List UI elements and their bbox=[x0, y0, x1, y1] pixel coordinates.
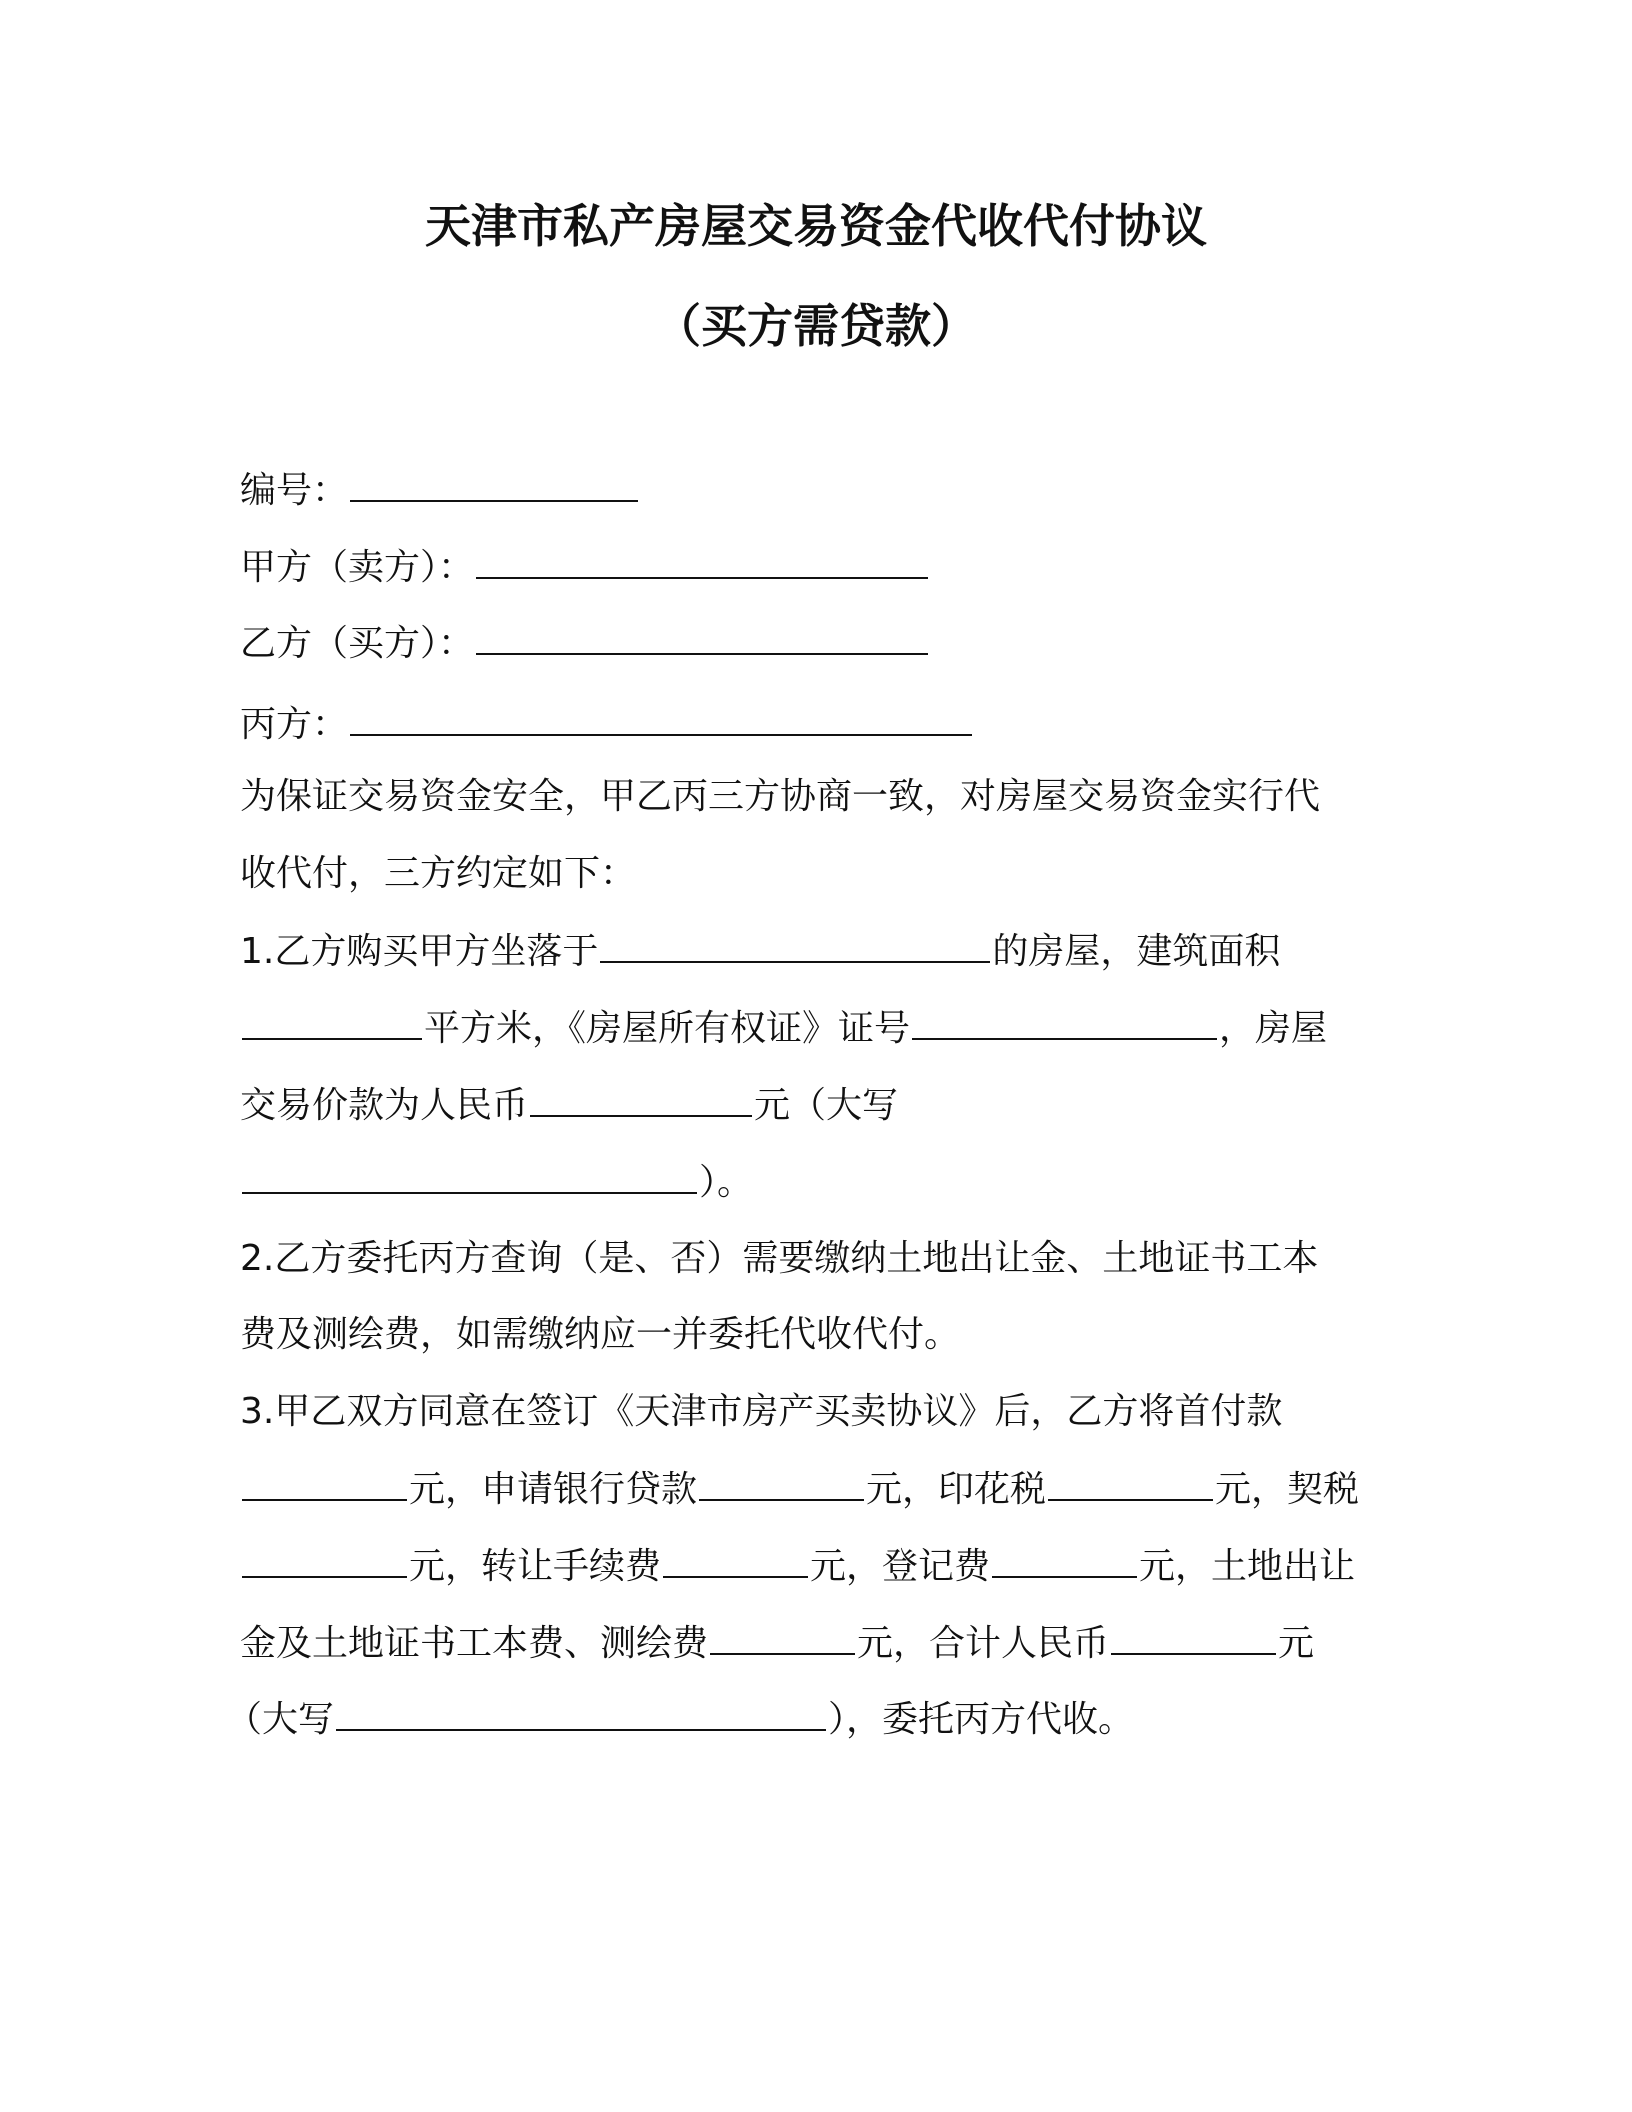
party-b-label: 乙方（买方）： bbox=[240, 623, 475, 664]
clause-3-line-2 bbox=[240, 1465, 1359, 1513]
party-c-blank bbox=[350, 700, 972, 736]
clause-3-text-c1: 金及土地证书工本费、测绘费 bbox=[240, 1623, 709, 1664]
party-b-blank bbox=[476, 619, 928, 655]
party-a-label: 甲方（卖方）： bbox=[240, 547, 475, 588]
clause-1-text-g: ）。 bbox=[699, 1162, 754, 1203]
clause-1-line-1 bbox=[240, 927, 1280, 975]
price-capital-blank bbox=[242, 1158, 697, 1194]
clause-3-text-c2: 元，合计人民币 bbox=[857, 1623, 1110, 1664]
total-blank bbox=[1111, 1619, 1276, 1655]
field-party-c bbox=[240, 700, 974, 748]
clause-1-text-e: 交易价款为人民币 bbox=[240, 1085, 529, 1126]
field-party-b bbox=[240, 619, 930, 667]
clause-3-text-b1: 元，转让手续费 bbox=[409, 1546, 662, 1587]
intro-line-1: 为保证交易资金安全，甲乙丙三方协商一致，对房屋交易资金实行代 bbox=[240, 776, 1321, 817]
land-fee-blank bbox=[710, 1619, 855, 1655]
clause-3-line-4 bbox=[240, 1619, 1314, 1667]
clause-1-text-a: 1.乙方购买甲方坐落于 bbox=[240, 931, 599, 972]
clause-1-line-2 bbox=[240, 1004, 1327, 1052]
clause-1-text-d: ，房屋 bbox=[1219, 1008, 1328, 1049]
document-title: 天津市私产房屋交易资金代收代付协议 bbox=[425, 199, 1207, 253]
document-subtitle: （买方需贷款） bbox=[655, 299, 977, 353]
down-payment-blank bbox=[242, 1465, 407, 1501]
clause-3-text-a3: 元，契税 bbox=[1215, 1469, 1360, 1510]
clause-2-line-1: 2.乙方委托丙方查询（是、否）需要缴纳土地出让金、土地证书工本 bbox=[240, 1238, 1319, 1279]
location-blank bbox=[600, 927, 990, 963]
clause-3-line-1: 3.甲乙双方同意在签订《天津市房产买卖协议》后，乙方将首付款 bbox=[240, 1391, 1283, 1432]
clause-3-text-a1: 元，申请银行贷款 bbox=[409, 1469, 698, 1510]
registration-fee-blank bbox=[992, 1542, 1137, 1578]
clause-1-line-3 bbox=[240, 1081, 898, 1129]
number-blank bbox=[350, 466, 638, 502]
clause-1-line-4 bbox=[240, 1158, 753, 1206]
intro-line-2: 收代付，三方约定如下： bbox=[240, 853, 637, 894]
price-blank bbox=[530, 1081, 752, 1117]
stamp-tax-blank bbox=[1048, 1465, 1213, 1501]
clause-1-text-f: 元（大写 bbox=[754, 1085, 899, 1126]
certificate-blank bbox=[912, 1004, 1217, 1040]
clause-3-text-d2: ），委托丙方代收。 bbox=[828, 1699, 1135, 1740]
field-party-a bbox=[240, 543, 930, 591]
clause-3-text-b2: 元，登记费 bbox=[810, 1546, 991, 1587]
party-a-blank bbox=[476, 543, 928, 579]
clause-1-text-c: 平方米，《房屋所有权证》证号 bbox=[424, 1008, 911, 1049]
clause-1-text-b: 的房屋，建筑面积 bbox=[992, 931, 1281, 972]
deed-tax-blank bbox=[242, 1542, 407, 1578]
number-label: 编号： bbox=[240, 470, 349, 511]
clause-3-line-5 bbox=[226, 1695, 1134, 1743]
clause-3-line-3 bbox=[240, 1542, 1355, 1590]
field-number bbox=[240, 466, 640, 514]
area-blank bbox=[242, 1004, 422, 1040]
party-c-label: 丙方： bbox=[240, 704, 349, 745]
clause-3-text-c3: 元 bbox=[1278, 1623, 1315, 1664]
total-capital-blank bbox=[336, 1695, 826, 1731]
loan-blank bbox=[699, 1465, 864, 1501]
clause-3-text-d1: （大写 bbox=[226, 1699, 335, 1740]
clause-3-text-a2: 元，印花税 bbox=[866, 1469, 1047, 1510]
transfer-fee-blank bbox=[663, 1542, 808, 1578]
clause-2-line-2: 费及测绘费，如需缴纳应一并委托代收代付。 bbox=[240, 1314, 961, 1355]
clause-3-text-b3: 元，土地出让 bbox=[1139, 1546, 1356, 1587]
